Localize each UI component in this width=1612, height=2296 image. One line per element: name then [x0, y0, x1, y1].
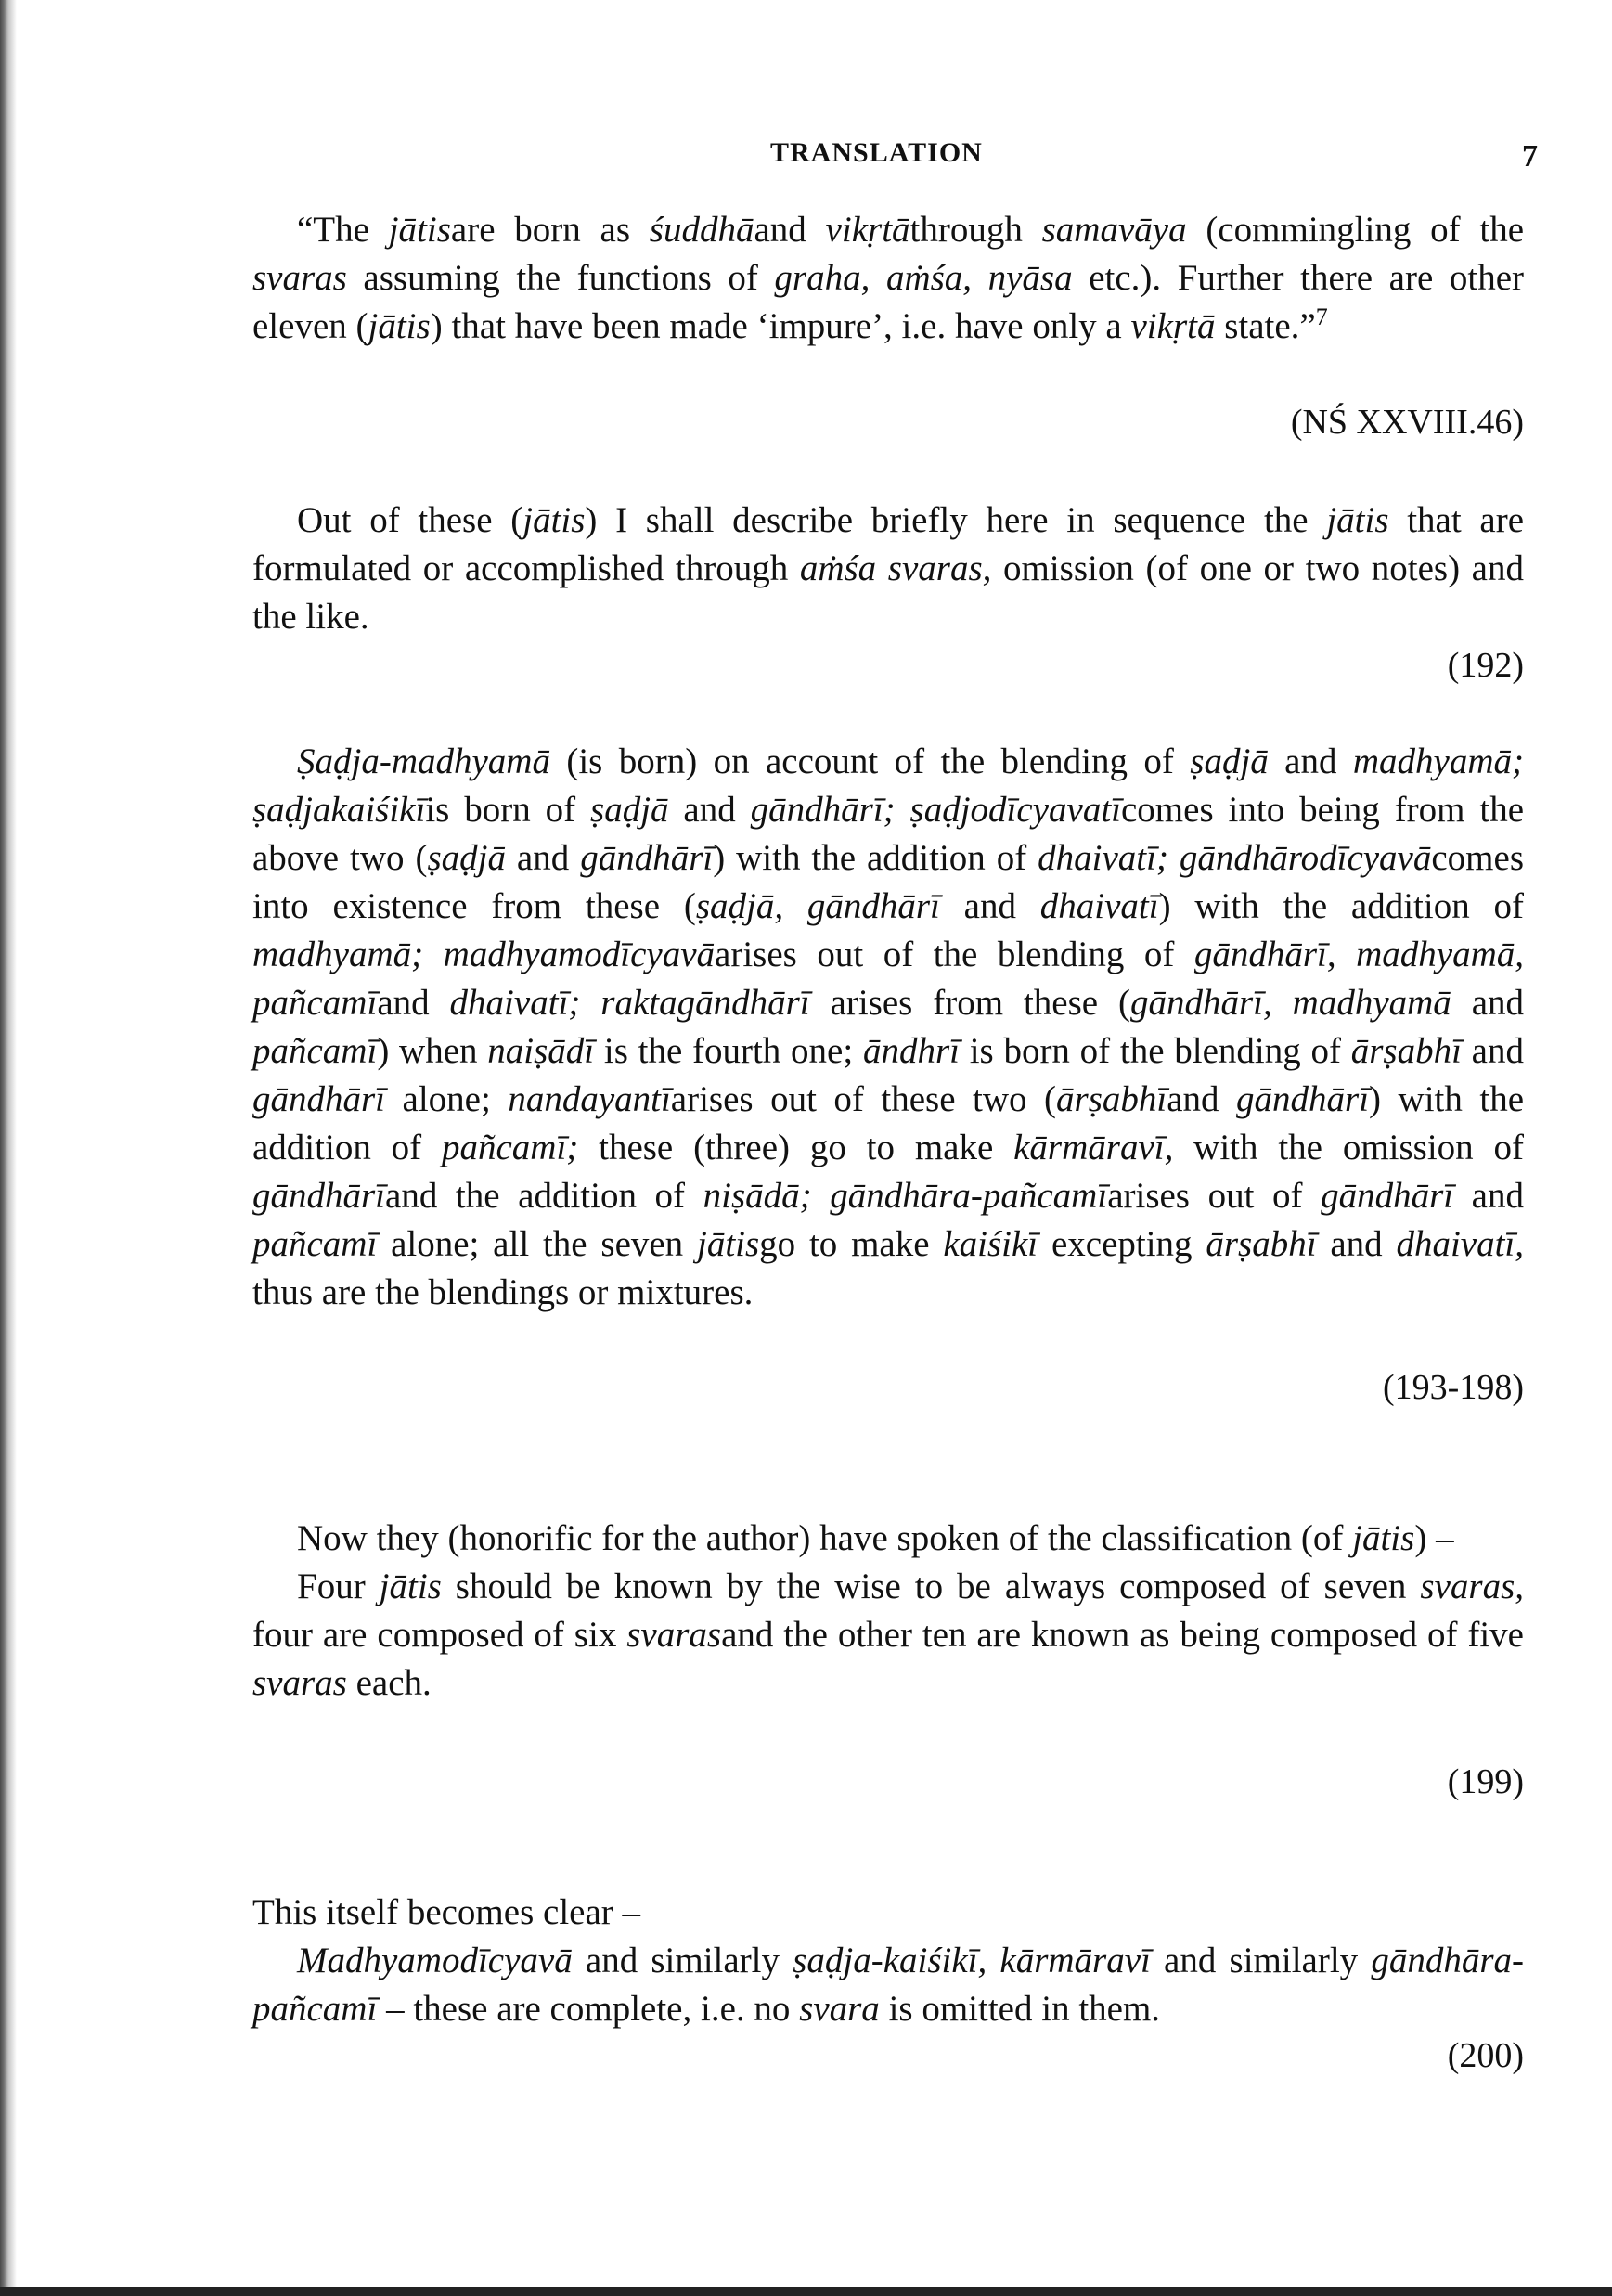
binding-shadow	[0, 0, 17, 2296]
text-run: and similarly	[1150, 1941, 1372, 1980]
text-run: ) with the addition of	[713, 838, 1038, 878]
italic-term: ārṣabhī	[1206, 1224, 1317, 1264]
verse-number-199: (199)	[1447, 1762, 1524, 1801]
text-run	[252, 497, 1524, 641]
text-run: is born of	[425, 790, 591, 830]
italic-term: ṣaḍjā	[1190, 742, 1269, 781]
text-run: state.”	[1215, 306, 1316, 346]
italic-term: jātis	[522, 500, 586, 540]
text-run: should be known by the wise to be always composed of seven	[441, 1567, 1421, 1606]
text-run: assuming the functions of	[346, 258, 775, 298]
italic-term: gāndhārī	[1321, 1176, 1454, 1216]
paragraph-clarification	[252, 1889, 1524, 2033]
text-run	[252, 206, 1524, 351]
italic-term: pañcamī	[252, 1224, 378, 1264]
italic-term: jātis	[368, 306, 431, 346]
text-run: and	[1167, 1079, 1237, 1119]
running-title: TRANSLATION	[770, 137, 983, 168]
text-run: is the fourth one;	[594, 1031, 863, 1071]
italic-term: Madhyamodīcyavā	[297, 1941, 573, 1980]
italic-term: vikṛtā	[825, 210, 910, 250]
italic-term: ārṣabhī	[1056, 1079, 1167, 1119]
italic-term: ṣaḍja-kaiśikī, kārmāravī	[793, 1941, 1151, 1980]
text-run: and	[506, 838, 581, 878]
text-run: through	[909, 210, 1042, 250]
text-run: and similarly	[572, 1941, 793, 1980]
italic-term: jātis	[379, 1567, 442, 1606]
italic-term: gāndhārī; ṣaḍjodīcyavatī	[750, 790, 1121, 830]
page-number: 7	[1522, 139, 1538, 174]
text-run: these (three) go to make	[578, 1128, 1014, 1167]
text-run: arises out of the blending of	[715, 935, 1194, 974]
italic-term: graha, aṁśa, nyāsa	[774, 258, 1073, 298]
italic-term: gāndhārī	[252, 1176, 386, 1216]
text-run: and	[1268, 742, 1353, 781]
text-run: with the omission of	[1173, 1128, 1524, 1167]
italic-term: gāndhārī	[1236, 1079, 1370, 1119]
text-run: – these are complete, i.e. no	[377, 1989, 800, 2029]
italic-term: madhyamā; ṣaḍjakaiśikī	[252, 742, 1524, 830]
italic-term: jātis	[1326, 500, 1389, 540]
paragraph-intro	[252, 497, 1524, 641]
italic-term: gāndhāra-pañcamī	[252, 1941, 1525, 2029]
reference-ns: (NŚ XXVIII.46)	[1290, 403, 1524, 442]
italic-term: gāndhārī, madhyamā	[1129, 983, 1451, 1023]
italic-term: jātis	[696, 1224, 760, 1264]
text-run: and	[1453, 1176, 1524, 1216]
italic-term: dhaivatī; raktagāndhārī	[449, 983, 810, 1023]
text-run: ) with the addition of	[1158, 886, 1524, 926]
text-run: Four	[297, 1567, 380, 1606]
italic-term: aṁśa svaras,	[799, 548, 992, 588]
text-run: go to make	[759, 1224, 944, 1264]
italic-term: nandayantī	[508, 1079, 671, 1119]
text-run: ) when	[377, 1031, 488, 1071]
italic-term: kaiśikī	[943, 1224, 1038, 1264]
text-run: (commingling of the	[1186, 210, 1524, 250]
verse-number-192: (192)	[1447, 646, 1524, 685]
italic-term: dhaivatī; gāndhārodīcyavā	[1038, 838, 1432, 878]
text-run: and	[1451, 983, 1525, 1023]
italic-term: svara	[799, 1989, 880, 2029]
italic-term: samavāya	[1041, 210, 1187, 250]
italic-term: śuddhā	[649, 210, 754, 250]
italic-term: kārmāravī,	[1013, 1128, 1174, 1167]
text-run: ) with the addition of	[252, 1079, 1525, 1167]
italic-term: niṣādā; gāndhāra-pañcamī	[703, 1176, 1108, 1216]
text-run: arises from these (	[809, 983, 1130, 1023]
text-run: thus are the blendings or mixtures.	[252, 1272, 754, 1312]
text-run: are born as	[450, 210, 650, 250]
italic-term: svaras	[252, 258, 347, 298]
text-run	[252, 1563, 1524, 1708]
text-run: alone; all the seven	[377, 1224, 697, 1264]
text-run: four are composed of six	[252, 1615, 627, 1655]
text-run: arises out of these two (	[670, 1079, 1057, 1119]
italic-term: vikṛtā	[1130, 306, 1216, 346]
text-run: ) that have been made ‘impure’, i.e. have only a	[430, 306, 1131, 346]
running-head	[0, 137, 1612, 184]
text-run: omission (of one or two notes) and the like.	[252, 548, 1524, 637]
italic-term: ṣaḍjā	[590, 790, 669, 830]
italic-term: svaras,	[1420, 1567, 1524, 1606]
italic-term: ārṣabhī	[1350, 1031, 1462, 1071]
text-run: that are formulated or accomplished through	[252, 500, 1525, 588]
text-run: and	[939, 886, 1040, 926]
text-run	[252, 738, 1524, 1317]
italic-term: svaras	[626, 1615, 722, 1655]
text-run: comes into existence from these (	[252, 838, 1525, 926]
text-run: is omitted in them.	[879, 1989, 1161, 2029]
text-run: This itself becomes clear –	[252, 1892, 641, 1932]
text-run: arises out of	[1107, 1176, 1322, 1216]
footnote-marker: 7	[1315, 303, 1328, 330]
italic-term: ṣaḍjā	[427, 838, 506, 878]
text-run: Out of these (	[297, 500, 523, 540]
text-run: and the other ten are known as being composed of five	[721, 1615, 1524, 1655]
verse-number-200: (200)	[1447, 2036, 1524, 2075]
text-run: ) I shall describe briefly here in sequence the	[585, 500, 1327, 540]
text-run: ) –	[1414, 1518, 1454, 1558]
italic-term: gāndhārī	[580, 838, 714, 878]
paragraph-blendings	[252, 738, 1524, 1317]
text-run: alone;	[385, 1079, 509, 1119]
text-run: “The	[297, 210, 389, 250]
text-run: and	[1316, 1224, 1397, 1264]
italic-term: ṣaḍjā, gāndhārī	[695, 886, 940, 926]
italic-term: pañcamī	[252, 1031, 378, 1071]
italic-term: dhaivatī	[1039, 886, 1159, 926]
text-run	[252, 1515, 1524, 1563]
italic-term: madhyamā; madhyamodīcyavā	[252, 935, 716, 974]
scan-bottom-edge	[0, 2287, 1612, 2296]
italic-term: gāndhārī, madhyamā, pañcamī	[252, 935, 1525, 1023]
text-run: Now they (honorific for the author) have spoken of the classification (of	[297, 1518, 1353, 1558]
text-run: excepting	[1038, 1224, 1206, 1264]
italic-term: gāndhārī	[252, 1079, 386, 1119]
italic-term: jātis	[388, 210, 451, 250]
paragraph-classification	[252, 1515, 1524, 1708]
italic-term: pañcamī;	[441, 1128, 579, 1167]
text-run: and	[754, 210, 826, 250]
text-run	[252, 1889, 1524, 1937]
italic-term: jātis	[1352, 1518, 1415, 1558]
text-run: and	[377, 983, 450, 1023]
text-run: etc.). Further there are other eleven (	[252, 258, 1524, 346]
text-run: and	[668, 790, 751, 830]
italic-term: āndhrī	[862, 1031, 960, 1071]
text-run: is born of the blending of	[959, 1031, 1351, 1071]
italic-term: svaras	[252, 1663, 347, 1703]
italic-term: Ṣaḍja-madhyamā	[297, 742, 550, 781]
text-run: and	[1461, 1031, 1524, 1071]
verse-number-193-198: (193-198)	[1383, 1368, 1524, 1407]
text-run: and the addition of	[385, 1176, 703, 1216]
text-run: (is born) on account of the blending of	[549, 742, 1191, 781]
italic-term: naiṣādī	[487, 1031, 595, 1071]
paragraph-quote	[252, 206, 1524, 351]
text-run: each.	[346, 1663, 432, 1703]
text-run	[252, 1937, 1524, 2033]
text-run: comes into being from the above two (	[252, 790, 1524, 878]
italic-term: dhaivatī,	[1396, 1224, 1525, 1264]
